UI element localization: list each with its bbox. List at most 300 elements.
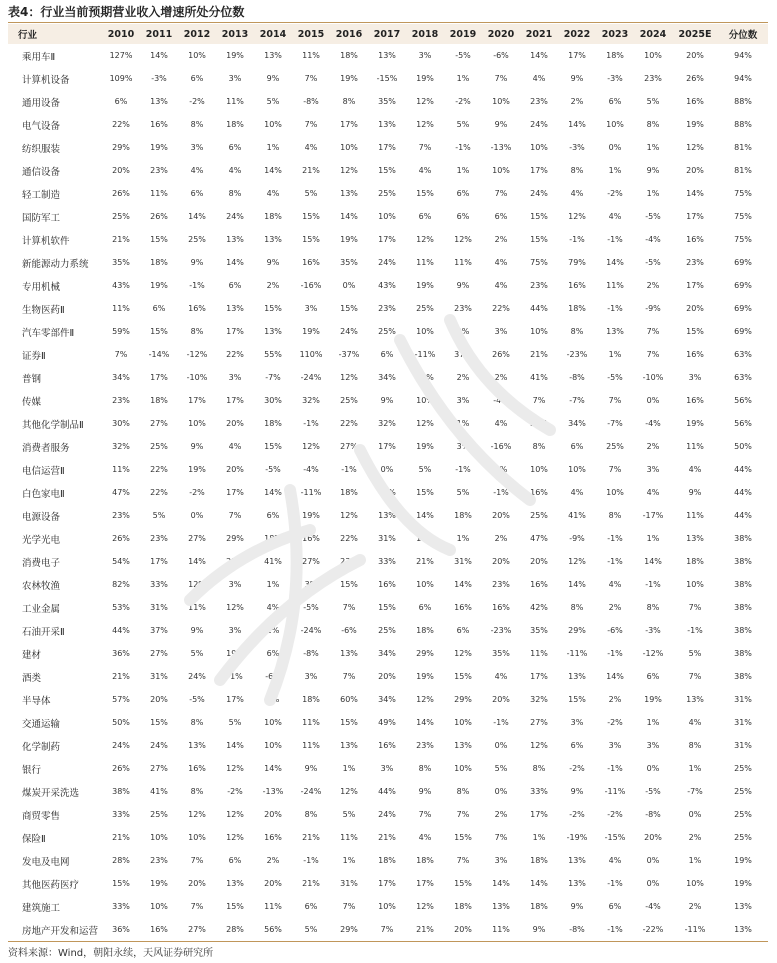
table-row: [8, 734, 768, 757]
growth-cell: 23%: [530, 281, 548, 290]
table-row: [8, 481, 768, 504]
growth-cell: 11%: [686, 511, 704, 520]
growth-cell: 20%: [444, 918, 482, 942]
growth-cell: 2%: [494, 810, 508, 819]
growth-cell: 21%: [416, 557, 434, 566]
growth-cell: 0%: [494, 741, 508, 750]
growth-cell: 31%: [150, 603, 168, 612]
growth-cell: 15%: [150, 235, 168, 244]
growth-cell: -2%: [227, 787, 243, 796]
growth-cell: 4%: [228, 166, 242, 175]
growth-cell: 23%: [454, 304, 472, 313]
percentile-cell: 94%: [734, 51, 752, 60]
growth-cell: 10%: [188, 833, 206, 842]
growth-cell: 17%: [226, 396, 244, 405]
growth-cell: 11%: [530, 649, 548, 658]
growth-cell: 16%: [492, 603, 510, 612]
percentile-cell: 44%: [734, 488, 752, 497]
growth-cell: 14%: [492, 879, 510, 888]
growth-cell: 52%: [530, 419, 548, 428]
growth-cell: 19%: [416, 281, 434, 290]
title-divider: [8, 22, 768, 23]
growth-cell: -19%: [566, 833, 588, 842]
growth-cell: 26%: [150, 212, 168, 221]
growth-cell: -1%: [455, 143, 471, 152]
growth-cell: 24%: [112, 741, 130, 750]
growth-cell: -3%: [151, 74, 167, 83]
growth-cell: 26%: [112, 189, 130, 198]
growth-cell: 15%: [454, 672, 472, 681]
growth-cell: 0%: [494, 787, 508, 796]
growth-cell: 18%: [378, 856, 396, 865]
growth-cell: 4%: [532, 74, 546, 83]
percentile-cell: 25%: [734, 833, 752, 842]
growth-cell: 18%: [264, 419, 282, 428]
growth-cell: 8%: [688, 741, 702, 750]
growth-cell: 23%: [150, 534, 168, 543]
growth-cell: 34%: [378, 695, 396, 704]
growth-cell: 15%: [302, 235, 320, 244]
growth-cell: 7%: [342, 603, 356, 612]
growth-cell: 1%: [646, 718, 660, 727]
growth-cell: 10%: [188, 419, 206, 428]
growth-cell: 7%: [368, 918, 406, 942]
growth-cell: 16%: [378, 741, 396, 750]
growth-cell: -8%: [303, 97, 319, 106]
growth-cell: 17%: [150, 557, 168, 566]
growth-cell: 22%: [492, 304, 510, 313]
growth-cell: 28%: [112, 856, 130, 865]
growth-cell: 7%: [114, 350, 128, 359]
growth-cell: 1%: [266, 580, 280, 589]
industry-name-cell: 房地产开发和运营: [8, 918, 102, 942]
growth-cell: 6%: [456, 626, 470, 635]
growth-cell: 13%: [686, 534, 704, 543]
growth-cell: 10%: [264, 741, 282, 750]
growth-cell: 9%: [380, 396, 394, 405]
growth-cell: 57%: [112, 695, 130, 704]
growth-cell: -3%: [607, 74, 623, 83]
growth-cell: 4%: [494, 281, 508, 290]
growth-cell: 15%: [150, 327, 168, 336]
growth-cell: 6%: [380, 350, 394, 359]
growth-cell: 3%: [646, 465, 660, 474]
growth-cell: -2%: [189, 488, 205, 497]
growth-cell: 35%: [530, 626, 548, 635]
growth-cell: 16%: [188, 304, 206, 313]
growth-cell: 27%: [340, 442, 358, 451]
growth-cell: 17%: [530, 166, 548, 175]
growth-cell: 12%: [416, 695, 434, 704]
industry-name-cell: 化学制药: [22, 741, 61, 753]
growth-cell: -1%: [607, 235, 623, 244]
percentile-cell: 38%: [734, 626, 752, 635]
growth-cell: 3%: [304, 672, 318, 681]
growth-cell: 17%: [378, 235, 396, 244]
table-row: [8, 849, 768, 872]
growth-cell: 42%: [530, 603, 548, 612]
industry-name-cell: 电源设备: [22, 511, 61, 523]
growth-cell: -7%: [607, 419, 623, 428]
growth-cell: 50%: [112, 718, 130, 727]
growth-cell: 12%: [530, 741, 548, 750]
growth-cell: -24%: [300, 626, 322, 635]
growth-cell: 19%: [644, 695, 662, 704]
table-row: [8, 596, 768, 619]
growth-cell: 4%: [494, 419, 508, 428]
growth-cell: 4%: [418, 833, 432, 842]
growth-cell: 1%: [456, 419, 470, 428]
growth-cell: 26%: [492, 350, 510, 359]
growth-cell: 0%: [190, 511, 204, 520]
growth-cell: 12%: [568, 212, 586, 221]
growth-cell: 20%: [530, 557, 548, 566]
growth-cell: 17%: [378, 442, 396, 451]
growth-cell: 15%: [378, 166, 396, 175]
growth-cell: 20%: [112, 166, 130, 175]
growth-cell: 23%: [644, 74, 662, 83]
percentile-cell: 75%: [734, 189, 752, 198]
header-year: 2015: [292, 24, 330, 44]
growth-cell: 17%: [188, 396, 206, 405]
percentile-cell: 19%: [734, 879, 752, 888]
industry-growth-table: [8, 24, 768, 942]
growth-cell: 6%: [456, 212, 470, 221]
growth-cell: 10%: [530, 465, 548, 474]
growth-cell: 6%: [456, 189, 470, 198]
table-row: [8, 159, 768, 182]
source-note: 资料来源：Wind，朝阳永续，天风证券研究所: [8, 948, 214, 959]
growth-cell: 0%: [646, 764, 660, 773]
growth-cell: 31%: [378, 534, 396, 543]
growth-cell: 20%: [492, 511, 510, 520]
growth-cell: 127%: [109, 51, 133, 60]
growth-cell: 23%: [150, 856, 168, 865]
industry-name-cell: 工业金属: [22, 603, 61, 615]
growth-cell: 15%: [530, 212, 548, 221]
growth-cell: -12%: [642, 649, 664, 658]
growth-cell: 4%: [646, 488, 660, 497]
table-row: [8, 113, 768, 136]
growth-cell: 13%: [226, 879, 244, 888]
growth-cell: 18%: [264, 212, 282, 221]
growth-cell: -12%: [186, 350, 208, 359]
growth-cell: -2%: [569, 764, 585, 773]
growth-cell: -1%: [607, 879, 623, 888]
growth-cell: 15%: [568, 695, 586, 704]
growth-cell: 12%: [226, 603, 244, 612]
growth-cell: 22%: [150, 465, 168, 474]
growth-cell: 7%: [688, 672, 702, 681]
growth-cell: 2%: [266, 281, 280, 290]
growth-cell: 16%: [264, 833, 282, 842]
growth-cell: 11%: [112, 465, 130, 474]
growth-cell: -4%: [493, 396, 509, 405]
percentile-cell: 94%: [734, 74, 752, 83]
growth-cell: 13%: [686, 695, 704, 704]
growth-cell: 14%: [416, 718, 434, 727]
growth-cell: 1%: [608, 350, 622, 359]
growth-cell: 13%: [378, 120, 396, 129]
growth-cell: 4%: [494, 672, 508, 681]
growth-cell: -4%: [645, 235, 661, 244]
header-industry: 行业: [8, 24, 102, 44]
table-row: [8, 228, 768, 251]
growth-cell: 7%: [342, 672, 356, 681]
percentile-cell: 56%: [734, 396, 752, 405]
growth-cell: 11%: [302, 51, 320, 60]
growth-cell: 27%: [150, 649, 168, 658]
growth-cell: 12%: [340, 787, 358, 796]
growth-cell: -7%: [569, 396, 585, 405]
growth-cell: 12%: [188, 810, 206, 819]
percentile-cell: 31%: [734, 695, 752, 704]
growth-cell: 27%: [188, 534, 206, 543]
growth-cell: 9%: [304, 764, 318, 773]
growth-cell: 15%: [378, 603, 396, 612]
growth-cell: 12%: [454, 649, 472, 658]
growth-cell: 10%: [568, 465, 586, 474]
growth-cell: 11%: [482, 918, 520, 942]
header-year: 2017: [368, 24, 406, 44]
growth-cell: 47%: [112, 488, 130, 497]
table-row: [8, 688, 768, 711]
header-year: 2025E: [672, 24, 718, 44]
growth-cell: -1%: [189, 281, 205, 290]
growth-cell: 6%: [646, 672, 660, 681]
growth-cell: 16%: [686, 396, 704, 405]
growth-cell: 10%: [530, 143, 548, 152]
growth-cell: 3%: [646, 741, 660, 750]
growth-cell: -8%: [569, 373, 585, 382]
growth-cell: 20%: [686, 51, 704, 60]
growth-cell: 31%: [150, 672, 168, 681]
growth-cell: 8%: [532, 764, 546, 773]
growth-cell: 12%: [226, 764, 244, 773]
growth-cell: 11%: [302, 741, 320, 750]
growth-cell: 20%: [492, 557, 510, 566]
growth-cell: 23%: [416, 741, 434, 750]
growth-cell: 35%: [378, 97, 396, 106]
growth-cell: 41%: [568, 511, 586, 520]
industry-name-cell: 计算机设备: [22, 74, 70, 86]
growth-cell: 40%: [378, 488, 396, 497]
growth-cell: 6%: [418, 603, 432, 612]
growth-cell: 16%: [140, 918, 178, 942]
growth-cell: 15%: [264, 304, 282, 313]
growth-cell: 7%: [418, 810, 432, 819]
growth-cell: 41%: [530, 373, 548, 382]
growth-cell: 13%: [340, 741, 358, 750]
growth-cell: 15%: [264, 442, 282, 451]
growth-cell: 4%: [570, 189, 584, 198]
growth-cell: 12%: [226, 810, 244, 819]
growth-cell: 14%: [568, 120, 586, 129]
growth-cell: 10%: [188, 51, 206, 60]
growth-cell: 19%: [416, 74, 434, 83]
growth-cell: 27%: [150, 419, 168, 428]
growth-cell: 6%: [228, 281, 242, 290]
growth-cell: 7%: [190, 856, 204, 865]
growth-cell: 20%: [226, 419, 244, 428]
growth-cell: 9%: [456, 281, 470, 290]
growth-cell: 1%: [266, 143, 280, 152]
growth-cell: 4%: [418, 166, 432, 175]
growth-cell: -5%: [645, 212, 661, 221]
growth-cell: 7%: [608, 396, 622, 405]
growth-cell: 23%: [530, 97, 548, 106]
growth-cell: 6%: [608, 97, 622, 106]
growth-cell: 9%: [266, 74, 280, 83]
growth-cell: 37%: [454, 350, 472, 359]
industry-name-cell: 银行: [22, 764, 42, 776]
table-row: [8, 182, 768, 205]
table-row: [8, 573, 768, 596]
growth-cell: 23%: [112, 511, 130, 520]
growth-cell: 15%: [416, 488, 434, 497]
growth-cell: 5%: [266, 97, 280, 106]
growth-cell: -2%: [189, 97, 205, 106]
growth-cell: -7%: [265, 373, 281, 382]
growth-cell: 9%: [520, 918, 558, 942]
industry-name-cell: 专用机械: [22, 281, 61, 293]
growth-cell: 2%: [494, 373, 508, 382]
growth-cell: 6%: [304, 902, 318, 911]
growth-cell: 1%: [646, 189, 660, 198]
table-row: [8, 297, 768, 320]
table-row: [8, 895, 768, 918]
growth-cell: 3%: [304, 580, 318, 589]
growth-cell: 1%: [646, 534, 660, 543]
table-header-row: [8, 24, 768, 44]
growth-cell: 10%: [530, 327, 548, 336]
growth-cell: 9%: [494, 120, 508, 129]
growth-cell: 8%: [532, 442, 546, 451]
growth-cell: 14%: [264, 488, 282, 497]
growth-cell: 14%: [188, 557, 206, 566]
growth-cell: 5%: [646, 97, 660, 106]
growth-cell: 20%: [150, 695, 168, 704]
growth-cell: 25%: [606, 442, 624, 451]
growth-cell: 5%: [152, 511, 166, 520]
growth-cell: 13%: [568, 672, 586, 681]
industry-name-cell: 煤炭开采洗选: [22, 787, 80, 799]
growth-cell: 4%: [608, 856, 622, 865]
growth-cell: 20%: [188, 879, 206, 888]
growth-cell: 11%: [454, 258, 472, 267]
growth-cell: 7%: [228, 511, 242, 520]
growth-cell: 34%: [112, 373, 130, 382]
growth-cell: 16%: [454, 603, 472, 612]
growth-cell: 12%: [416, 97, 434, 106]
growth-cell: 11%: [112, 304, 130, 313]
growth-cell: -8%: [303, 649, 319, 658]
industry-name-cell: 建筑施工: [22, 902, 61, 914]
growth-cell: 10%: [492, 97, 510, 106]
growth-cell: 13%: [226, 235, 244, 244]
header-year: 2016: [330, 24, 368, 44]
growth-cell: 16%: [378, 580, 396, 589]
growth-cell: -1%: [607, 764, 623, 773]
growth-cell: 82%: [112, 580, 130, 589]
growth-cell: 28%: [216, 918, 254, 942]
growth-cell: 11%: [188, 603, 206, 612]
percentile-cell: 19%: [734, 856, 752, 865]
growth-cell: 18%: [302, 695, 320, 704]
growth-cell: -4%: [303, 465, 319, 474]
growth-cell: 9%: [570, 74, 584, 83]
growth-cell: 29%: [454, 695, 472, 704]
growth-cell: 11%: [340, 833, 358, 842]
growth-cell: 17%: [378, 143, 396, 152]
header-year: 2018: [406, 24, 444, 44]
industry-name-cell: 纺织服装: [22, 143, 61, 155]
growth-cell: 8%: [608, 511, 622, 520]
table-body: [8, 44, 768, 942]
growth-cell: 10%: [416, 580, 434, 589]
growth-cell: -1%: [607, 649, 623, 658]
growth-cell: 17%: [226, 695, 244, 704]
growth-cell: 43%: [378, 281, 396, 290]
growth-cell: 23%: [492, 580, 510, 589]
growth-cell: 15%: [454, 879, 472, 888]
growth-cell: -2%: [607, 718, 623, 727]
growth-cell: 44%: [530, 304, 548, 313]
growth-cell: 18%: [530, 856, 548, 865]
growth-cell: 24%: [530, 189, 548, 198]
growth-cell: 6%: [608, 902, 622, 911]
growth-cell: 12%: [340, 373, 358, 382]
growth-cell: -11%: [414, 350, 436, 359]
growth-cell: 10%: [264, 120, 282, 129]
percentile-cell: 13%: [718, 918, 768, 942]
growth-cell: 3%: [418, 51, 432, 60]
growth-cell: -10%: [642, 373, 664, 382]
growth-cell: -5%: [189, 695, 205, 704]
growth-cell: 10%: [378, 212, 396, 221]
growth-cell: 18%: [686, 557, 704, 566]
growth-cell: 14%: [264, 166, 282, 175]
growth-cell: 13%: [568, 879, 586, 888]
growth-cell: 79%: [568, 258, 586, 267]
percentile-cell: 25%: [734, 810, 752, 819]
growth-cell: 21%: [302, 879, 320, 888]
header-percentile: 分位数: [718, 24, 768, 44]
growth-cell: 10%: [416, 396, 434, 405]
growth-cell: 5%: [228, 718, 242, 727]
growth-cell: 21%: [378, 833, 396, 842]
growth-cell: 16%: [568, 281, 586, 290]
growth-cell: 21%: [302, 833, 320, 842]
growth-cell: 14%: [568, 580, 586, 589]
growth-cell: 2%: [494, 235, 508, 244]
growth-cell: 8%: [570, 327, 584, 336]
growth-cell: 6%: [114, 97, 128, 106]
header-year: 2012: [178, 24, 216, 44]
growth-cell: -24%: [300, 373, 322, 382]
growth-cell: 14%: [226, 741, 244, 750]
growth-cell: 10%: [340, 143, 358, 152]
growth-cell: 3%: [456, 442, 470, 451]
growth-cell: 16%: [150, 120, 168, 129]
growth-cell: 19%: [226, 649, 244, 658]
growth-cell: 6%: [228, 143, 242, 152]
header-year: 2010: [102, 24, 140, 44]
growth-cell: 8%: [646, 120, 660, 129]
growth-cell: 1%: [688, 856, 702, 865]
growth-cell: 3%: [380, 764, 394, 773]
growth-cell: 47%: [530, 534, 548, 543]
